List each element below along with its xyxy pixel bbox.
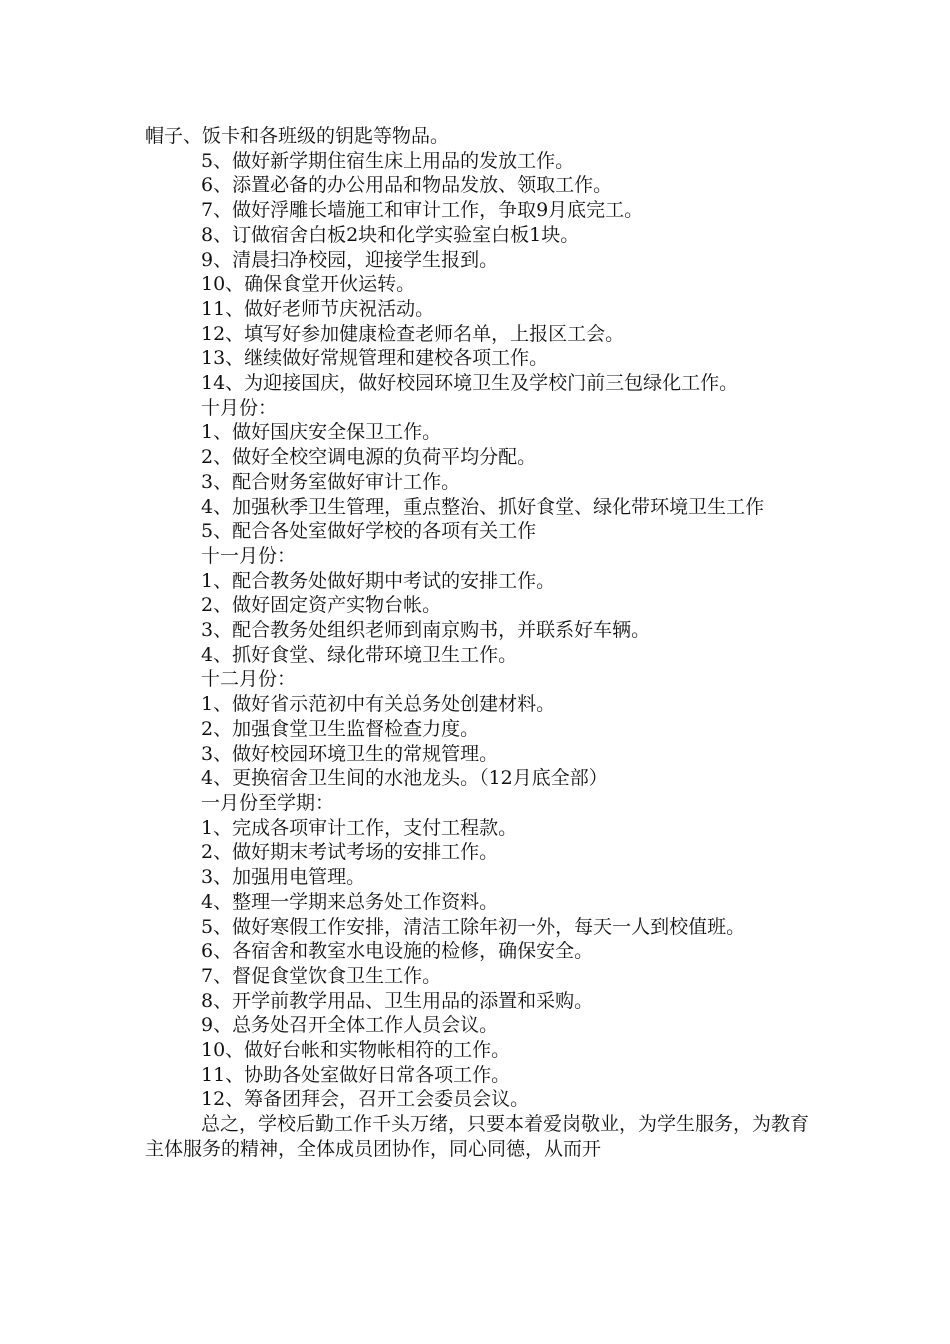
list-item: 1、完成各项审计工作，支付工程款。 bbox=[201, 816, 518, 839]
list-item: 8、开学前教学用品、卫生用品的添置和采购。 bbox=[201, 989, 594, 1012]
section-heading-november: 十一月份： bbox=[201, 544, 297, 567]
list-item: 3、配合教务处组织老师到南京购书，并联系好车辆。 bbox=[201, 619, 651, 642]
document-body bbox=[145, 124, 815, 1162]
list-item: 2、加强食堂卫生监督检查力度。 bbox=[201, 717, 480, 740]
list-item: 2、做好全校空调电源的负荷平均分配。 bbox=[201, 446, 537, 469]
list-item: 3、加强用电管理。 bbox=[201, 866, 366, 889]
list-item: 9、清晨扫净校园，迎接学生报到。 bbox=[201, 248, 499, 271]
list-item: 3、做好校园环境卫生的常规管理。 bbox=[201, 742, 499, 765]
list-item: 6、添置必备的办公用品和物品发放、领取工作。 bbox=[201, 174, 613, 197]
list-item: 11、做好老师节庆祝活动。 bbox=[201, 297, 435, 320]
list-item: 7、督促食堂饮食卫生工作。 bbox=[201, 964, 442, 987]
list-item: 12、填写好参加健康检查老师名单，上报区工会。 bbox=[201, 322, 625, 345]
list-item-wrapped: 5、做好寒假工作安排，清洁工除年初一外，每天一人到校值班。 bbox=[201, 915, 746, 938]
list-item: 6、各宿舍和教室水电设施的检修，确保安全。 bbox=[201, 940, 594, 963]
list-item: 1、做好省示范初中有关总务处创建材料。 bbox=[201, 693, 556, 716]
list-item: 2、做好期末考试考场的安排工作。 bbox=[201, 841, 499, 864]
section-heading-october: 十月份： bbox=[201, 396, 278, 419]
list-item: 4、更换宿舍卫生间的水池龙头。（12月底全部） bbox=[201, 767, 608, 790]
section-heading-december: 十二月份： bbox=[201, 668, 297, 691]
list-item: 13、继续做好常规管理和建校各项工作。 bbox=[201, 347, 549, 370]
list-item: 9、总务处召开全体工作人员会议。 bbox=[201, 1014, 499, 1037]
list-item: 2、做好固定资产实物台帐。 bbox=[201, 594, 442, 617]
list-item: 14、为迎接国庆，做好校园环境卫生及学校门前三包绿化工作。 bbox=[201, 372, 739, 395]
list-item: 10、确保食堂开伙运转。 bbox=[201, 273, 416, 296]
summary-paragraph: 总之，学校后勤工作千头万绪，只要本着爱岗敬业，为学生服务，为教育主体服务的精神，全体成员团协作，同心同德，从而开 bbox=[145, 1113, 810, 1160]
list-item: 10、做好台帐和实物帐相符的工作。 bbox=[201, 1039, 511, 1062]
list-item: 1、配合教务处做好期中考试的安排工作。 bbox=[201, 569, 556, 592]
list-item: 3、配合财务室做好审计工作。 bbox=[201, 470, 461, 493]
list-item: 4、抓好食堂、绿化带环境卫生工作。 bbox=[201, 643, 518, 666]
list-item: 5、做好新学期住宿生床上用品的发放工作。 bbox=[201, 149, 575, 172]
list-item: 7、做好浮雕长墙施工和审计工作，争取9月底完工。 bbox=[201, 199, 644, 222]
list-item: 5、配合各处室做好学校的各项有关工作 bbox=[201, 520, 537, 543]
list-item-wrapped: 4、加强秋季卫生管理，重点整治、抓好食堂、绿化带环境卫生工作 bbox=[201, 495, 765, 518]
section-heading-january: 一月份至学期： bbox=[201, 791, 335, 814]
list-item: 1、做好国庆安全保卫工作。 bbox=[201, 421, 442, 444]
list-item: 4、整理一学期来总务处工作资料。 bbox=[201, 890, 499, 913]
list-item: 8、订做宿舍白板2块和化学实验室白板1块。 bbox=[201, 223, 580, 246]
text-line-continuation: 帽子、饭卡和各班级的钥匙等物品。 bbox=[145, 125, 450, 147]
list-item: 12、筹备团拜会，召开工会委员会议。 bbox=[201, 1088, 530, 1111]
list-item: 11、协助各处室做好日常各项工作。 bbox=[201, 1063, 511, 1086]
